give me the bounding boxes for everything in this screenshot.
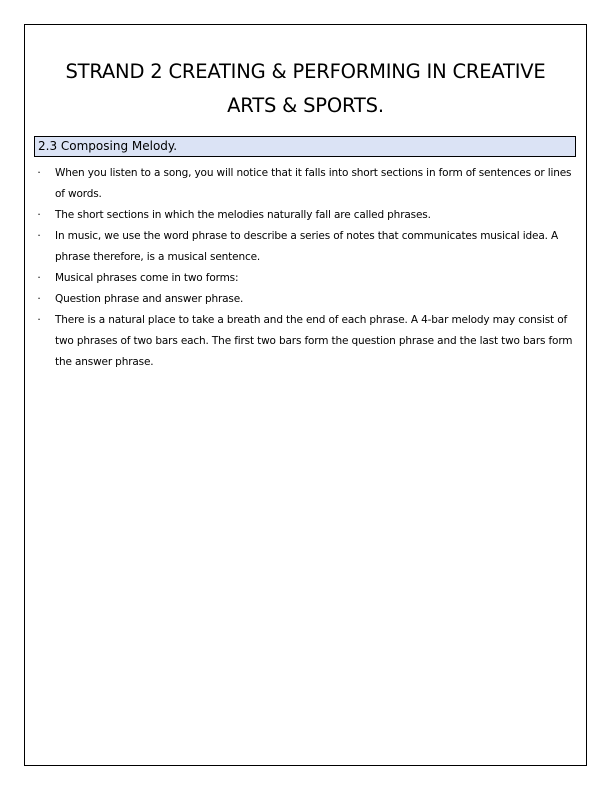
bullet-list: [35, 163, 579, 373]
bullet-icon: ·: [37, 167, 41, 179]
bullet-icon: ·: [37, 272, 41, 284]
list-item: [35, 310, 579, 373]
list-item: [35, 163, 579, 205]
list-item-text: There is a natural place to take a breath and the end of each phrase. A 4-bar melody may consist of two phrases of two bars each. The first two bars form the question phrase and the last two bars form the answer phrase.: [55, 314, 573, 368]
list-item-text: When you listen to a song, you will notice that it falls into short sections in form of sentences or lines of words.: [55, 167, 572, 200]
list-item-text: The short sections in which the melodies naturally fall are called phrases.: [55, 209, 431, 221]
list-item: [35, 268, 579, 289]
page-title-line-1: STRAND 2 CREATING & PERFORMING IN CREATIVE: [65, 60, 546, 83]
page-title: [25, 55, 586, 123]
page-title-line-2: ARTS & SPORTS.: [227, 94, 384, 117]
bullet-icon: ·: [37, 209, 41, 221]
bullet-icon: ·: [37, 230, 41, 242]
bullet-icon: ·: [37, 314, 41, 326]
page-frame: [24, 24, 587, 766]
list-item-text: In music, we use the word phrase to describe a series of notes that communicates musical idea. A phrase therefore, is a musical sentence.: [55, 230, 559, 263]
bullet-icon: ·: [37, 293, 41, 305]
section-heading: 2.3 Composing Melody.: [34, 136, 576, 157]
list-item-text: Musical phrases come in two forms:: [55, 272, 239, 284]
list-item: [35, 226, 579, 268]
list-item-text: Question phrase and answer phrase.: [55, 293, 244, 305]
list-item: [35, 289, 579, 310]
list-item: [35, 205, 579, 226]
